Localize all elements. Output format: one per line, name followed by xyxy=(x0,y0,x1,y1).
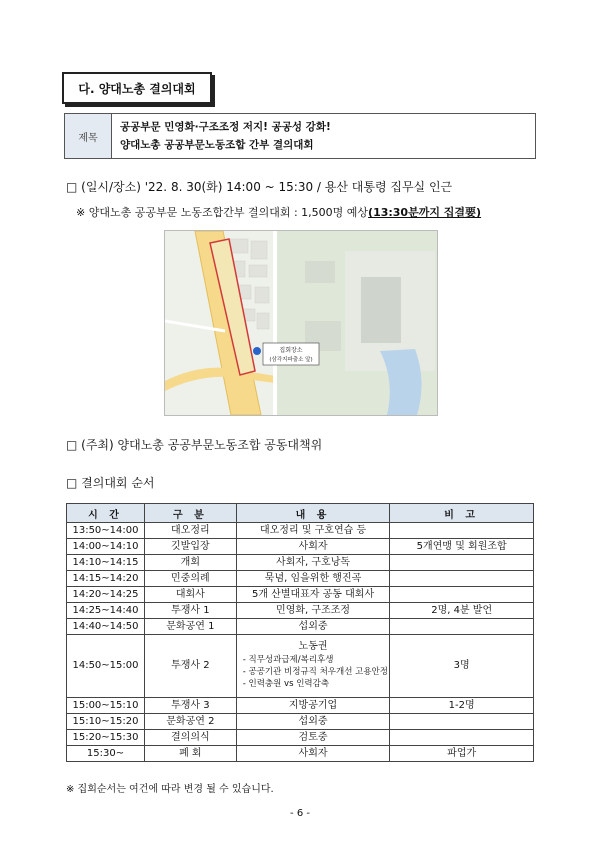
cell-time: 13:50~14:00 xyxy=(67,523,145,539)
cell-content: 사회자, 구호낭독 xyxy=(236,555,390,571)
cell-note: 3명 xyxy=(390,635,534,698)
cell-note: 2명, 4분 발언 xyxy=(390,603,534,619)
sub-list xyxy=(237,654,390,692)
table-row xyxy=(67,603,534,619)
cell-note xyxy=(390,523,534,539)
map-label-line1: 집회장소 xyxy=(279,347,303,354)
map-label-line2: (삼각지파출소 앞) xyxy=(269,357,313,363)
attendance-note-emphasis: (13:30분까지 집결要) xyxy=(368,206,482,219)
title-box xyxy=(64,113,536,159)
page-number: - 6 - xyxy=(290,808,310,819)
map-pin-icon xyxy=(253,347,261,355)
title-line-2: 양대노총 공공부문노동조합 간부 결의대회 xyxy=(120,139,314,151)
table-row xyxy=(67,730,534,746)
table-row xyxy=(67,523,534,539)
cell-content: 5개 산별대표자 공동 대회사 xyxy=(236,587,390,603)
cell-note xyxy=(390,730,534,746)
cell-time: 14:50~15:00 xyxy=(67,635,145,698)
map-graphic xyxy=(165,231,437,415)
table-row xyxy=(67,571,534,587)
title-line-1: 공공부문 민영화·구조조정 저지! 공공성 강화! xyxy=(120,121,331,133)
cell-type: 대오정리 xyxy=(144,523,236,539)
attendance-note xyxy=(76,204,481,220)
title-box-text xyxy=(112,114,535,158)
header-type: 구 분 xyxy=(144,504,236,523)
host-line: □ (주최) 양대노총 공공부문노동조합 공동대책위 xyxy=(66,438,323,452)
cell-content: 대오정리 및 구호연습 등 xyxy=(236,523,390,539)
cell-type: 문화공연 2 xyxy=(144,714,236,730)
cell-content: 묵념, 임을위한 행진곡 xyxy=(236,571,390,587)
cell-note: 1-2명 xyxy=(390,698,534,714)
footnote: ※ 집회순서는 여건에 따라 변경 될 수 있습니다. xyxy=(66,784,274,795)
sub-item: - 공공기관 비정규직 처우개선 고용안정 xyxy=(242,667,388,677)
cell-note xyxy=(390,555,534,571)
cell-note xyxy=(390,714,534,730)
order-line: □ 결의대회 순서 xyxy=(66,476,155,490)
sub-item: - 직무성과급제/복리후생 xyxy=(242,655,334,665)
header-time: 시 간 xyxy=(67,504,145,523)
table-row xyxy=(67,698,534,714)
schedule-table xyxy=(66,503,534,762)
table-row xyxy=(67,539,534,555)
table-row xyxy=(67,587,534,603)
cell-content-title: 노동권 xyxy=(298,641,328,652)
cell-time: 15:30~ xyxy=(67,746,145,762)
cell-content: 사회자 xyxy=(236,539,390,555)
cell-time: 14:10~14:15 xyxy=(67,555,145,571)
cell-note xyxy=(390,571,534,587)
section-title: 다. 양대노총 결의대회 xyxy=(62,72,212,104)
cell-type: 투쟁사 1 xyxy=(144,603,236,619)
cell-content: 섭외중 xyxy=(236,619,390,635)
cell-time: 14:25~14:40 xyxy=(67,603,145,619)
title-box-label: 제목 xyxy=(65,114,112,158)
cell-note: 5개연맹 및 회원조합 xyxy=(390,539,534,555)
cell-type: 투쟁사 3 xyxy=(144,698,236,714)
cell-time: 14:20~14:25 xyxy=(67,587,145,603)
schedule-header-row xyxy=(67,504,534,523)
header-content: 내 용 xyxy=(236,504,390,523)
table-row xyxy=(67,746,534,762)
table-row xyxy=(67,619,534,635)
location-map xyxy=(164,230,438,416)
cell-time: 14:15~14:20 xyxy=(67,571,145,587)
cell-content: 민영화, 구조조정 xyxy=(236,603,390,619)
sub-item: - 인력충원 vs 인력감축 xyxy=(242,679,330,689)
cell-content xyxy=(236,635,390,698)
cell-type: 깃발입장 xyxy=(144,539,236,555)
cell-note xyxy=(390,587,534,603)
cell-content: 검토중 xyxy=(236,730,390,746)
cell-type: 폐 회 xyxy=(144,746,236,762)
cell-type: 대회사 xyxy=(144,587,236,603)
cell-type: 투쟁사 2 xyxy=(144,635,236,698)
cell-content: 사회자 xyxy=(236,746,390,762)
table-row xyxy=(67,714,534,730)
cell-note xyxy=(390,619,534,635)
cell-content: 지방공기업 xyxy=(236,698,390,714)
cell-type: 문화공연 1 xyxy=(144,619,236,635)
cell-time: 14:40~14:50 xyxy=(67,619,145,635)
cell-note: 파업가 xyxy=(390,746,534,762)
table-row xyxy=(67,635,534,698)
cell-time: 15:20~15:30 xyxy=(67,730,145,746)
cell-content: 섭외중 xyxy=(236,714,390,730)
header-note: 비 고 xyxy=(390,504,534,523)
cell-time: 15:10~15:20 xyxy=(67,714,145,730)
cell-time: 15:00~15:10 xyxy=(67,698,145,714)
cell-type: 민중의례 xyxy=(144,571,236,587)
table-row xyxy=(67,555,534,571)
cell-time: 14:00~14:10 xyxy=(67,539,145,555)
cell-type: 개회 xyxy=(144,555,236,571)
attendance-note-text: ※ 양대노총 공공부문 노동조합간부 결의대회 : 1,500명 예상 xyxy=(76,206,369,219)
cell-type: 결의의식 xyxy=(144,730,236,746)
datetime-line: □ (일시/장소) '22. 8. 30(화) 14:00 ~ 15:30 / 용산 대통령 집무실 인근 xyxy=(66,180,453,194)
